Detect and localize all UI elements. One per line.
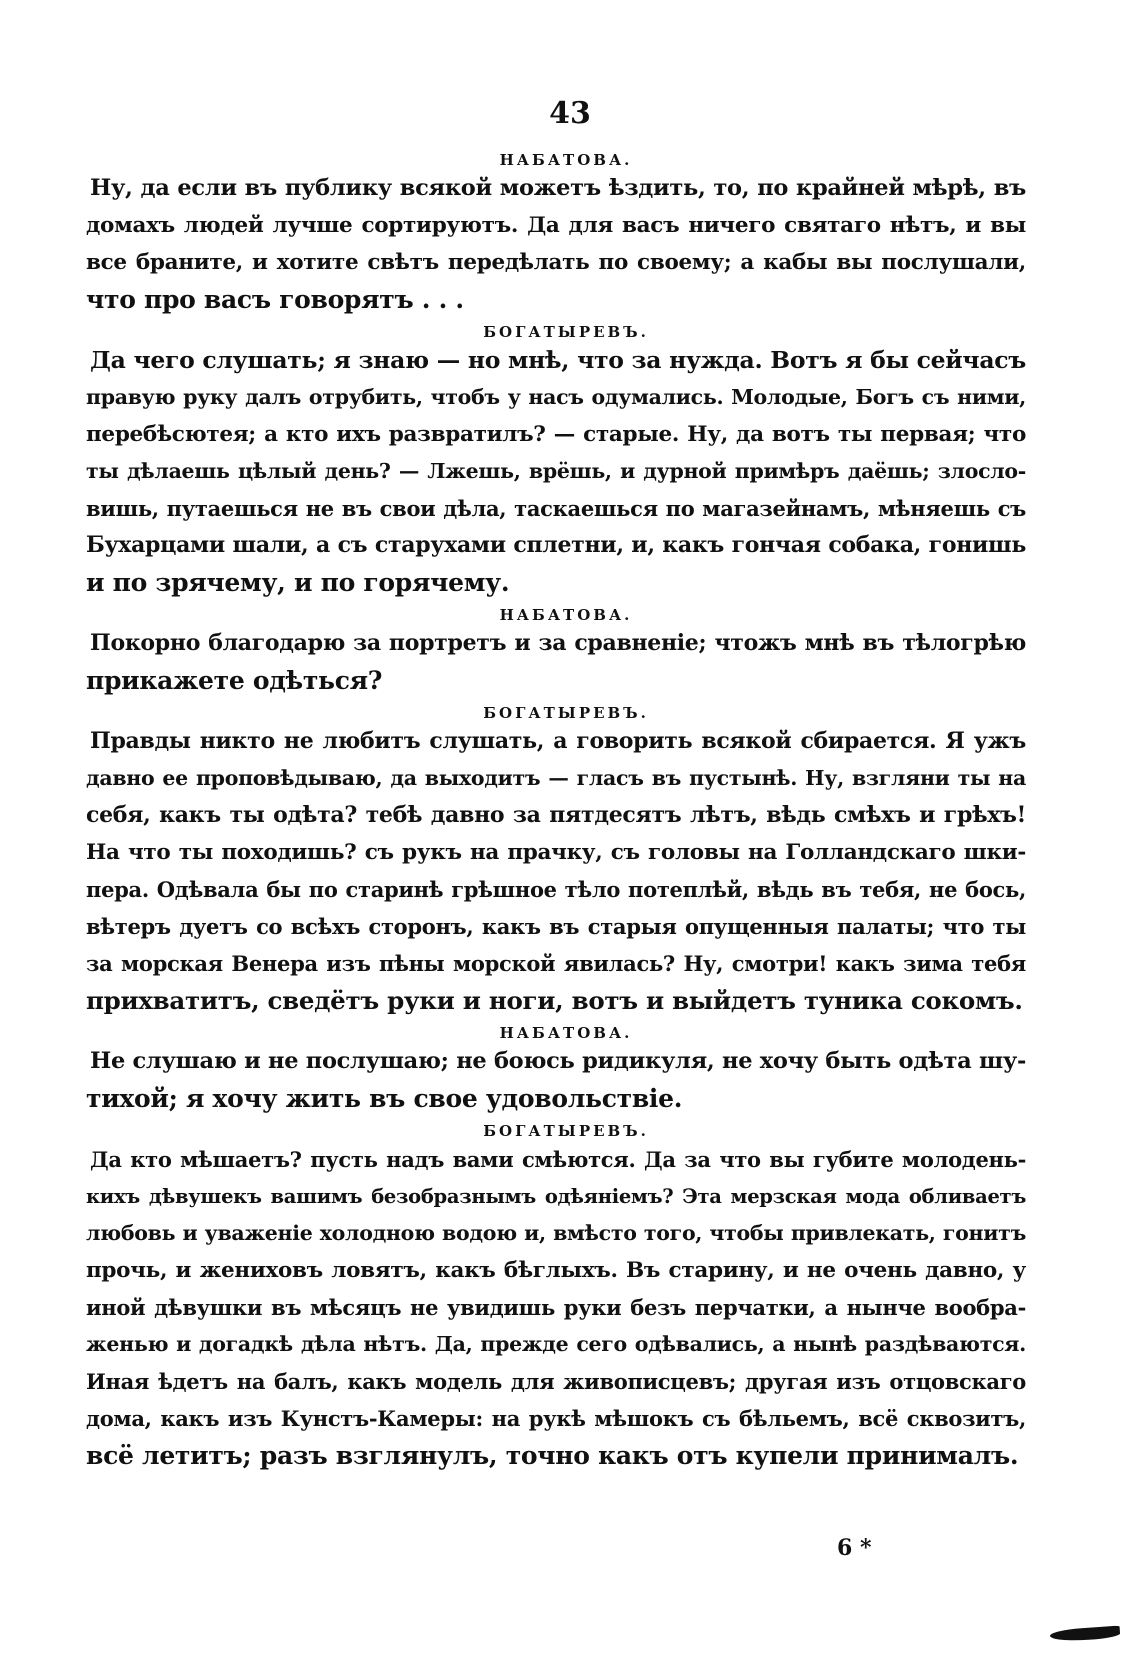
text-line: дома, какъ изъ Кунстъ-Камеры: на рукѣ мѣшокъ съ бѣльемъ, всё сквозитъ, (86, 1406, 1026, 1431)
text-line: всё летитъ; разъ взглянулъ, точно какъ отъ купели принималъ. (86, 1441, 1019, 1470)
text-line: прикажете одѣться? (86, 666, 383, 695)
speaker-name: НАБАТОВА. (499, 606, 633, 624)
text-line: Иная ѣдетъ на балъ, какъ модель для живописцевъ; другая изъ отцовскаго (86, 1369, 1026, 1394)
text-line: Да кто мѣшаетъ? пусть надъ вами смѣются. Да за что вы губите молодень- (90, 1147, 1026, 1172)
text-line: за морская Венера изъ пѣны морской явилась? Ну, смотри! какъ зима тебя (86, 951, 1026, 976)
text-line: Ну, да если въ публику всякой можетъ ѣздить, то, по крайней мѣрѣ, въ (90, 175, 1026, 201)
speaker-name: НАБАТОВА. (499, 151, 633, 169)
text-line: пера. Одѣвала бы по старинѣ грѣшное тѣло потеплѣй, вѣдь въ тебя, не бось, (86, 877, 1026, 902)
play-text (86, 150, 1026, 1478)
page-number: 43 (549, 96, 591, 131)
text-line: прочь, и жениховъ ловятъ, какъ бѣглыхъ. Въ старину, и не очень давно, у (86, 1258, 1026, 1283)
speech-block (86, 342, 1026, 601)
text-line: любовь и уваженіе холодною водою и, вмѣсто того, чтобы привлекать, гонитъ (86, 1221, 1026, 1245)
text-line: На что ты походишь? съ рукъ на прачку, съ головы на Голландскаго шки- (86, 840, 1026, 865)
text-line: Не слушаю и не послушаю; не боюсь ридикуля, не хочу быть одѣта шу- (90, 1048, 1026, 1074)
speech-block (86, 1043, 1026, 1117)
text-line: Бухарцами шали, а съ старухами сплетни, и, какъ гончая собака, гонишь (86, 532, 1026, 558)
text-line: Покорно благодарю за портретъ и за сравненіе; чтожъ мнѣ въ тѣлогрѣю (90, 630, 1026, 656)
speech-block (86, 625, 1026, 699)
text-line: женью и догадкѣ дѣла нѣтъ. Да, прежде сего одѣвались, а нынѣ раздѣваются. (86, 1332, 1026, 1356)
text-line: Да чего слушать; я знаю — но мнѣ, что за нужда. Вотъ я бы сейчасъ (90, 346, 1026, 374)
speaker-name: БОГАТЫРЕВЪ. (483, 323, 649, 341)
text-line: Правды никто не любитъ слушать, а говорить всякой сбирается. Я ужъ (90, 728, 1026, 754)
text-line: иной дѣвушки въ мѣсяцъ не увидишь руки безъ перчатки, а нынче вообра- (86, 1295, 1026, 1320)
speaker-name: НАБАТОВА. (499, 1024, 633, 1042)
signature-mark: 6 * (837, 1535, 872, 1561)
speaker-name: БОГАТЫРЕВЪ. (483, 704, 649, 722)
text-line: перебѣсютея; а кто ихъ развратилъ? — старые. Ну, да вотъ ты первая; что (86, 422, 1026, 447)
text-line: вѣтеръ дуетъ со всѣхъ сторонъ, какъ въ старыя опущенныя палаты; что ты (86, 914, 1026, 939)
text-line: прихватитъ, сведётъ руки и ноги, вотъ и выйдетъ туника сокомъ. (86, 986, 1023, 1015)
ink-smudge (1050, 1626, 1121, 1643)
text-line: кихъ дѣвушекъ вашимъ безобразнымъ одѣяніемъ? Эта мерзская мода обливаетъ (86, 1185, 1026, 1208)
text-line: что про васъ говорятъ . . . (86, 285, 464, 314)
text-line: домахъ людей лучше сортируютъ. Да для васъ ничего святаго нѣтъ, и вы (86, 213, 1026, 238)
speech-block (86, 723, 1026, 1019)
text-line: все браните, и хотите свѣтъ передѣлать по своему; а кабы вы послушали, (86, 250, 1026, 275)
text-line: себя, какъ ты одѣта? тебѣ давно за пятдесятъ лѣтъ, вѣдь смѣхъ и грѣхъ! (86, 802, 1026, 828)
speech-block (86, 170, 1026, 318)
text-line: тихой; я хочу жить въ свое удовольствіе. (86, 1084, 683, 1113)
text-line: ты дѣлаешь цѣлый день? — Лжешь, врёшь, и дурной примѣръ даёшь; злосло- (86, 459, 1026, 483)
text-line: вишь, путаешься не въ свои дѣла, таскаешься по магазейнамъ, мѣняешь съ (86, 496, 1026, 521)
text-line: и по зрячему, и по горячему. (86, 568, 510, 597)
text-line: правую руку далъ отрубить, чтобъ у насъ одумались. Молодые, Богъ съ ними, (86, 385, 1026, 409)
speech-block (86, 1141, 1026, 1474)
speaker-name: БОГАТЫРЕВЪ. (483, 1122, 649, 1140)
text-line: давно ее проповѣдываю, да выходитъ — гласъ въ пустынѣ. Ну, взгляни ты на (86, 766, 1026, 790)
